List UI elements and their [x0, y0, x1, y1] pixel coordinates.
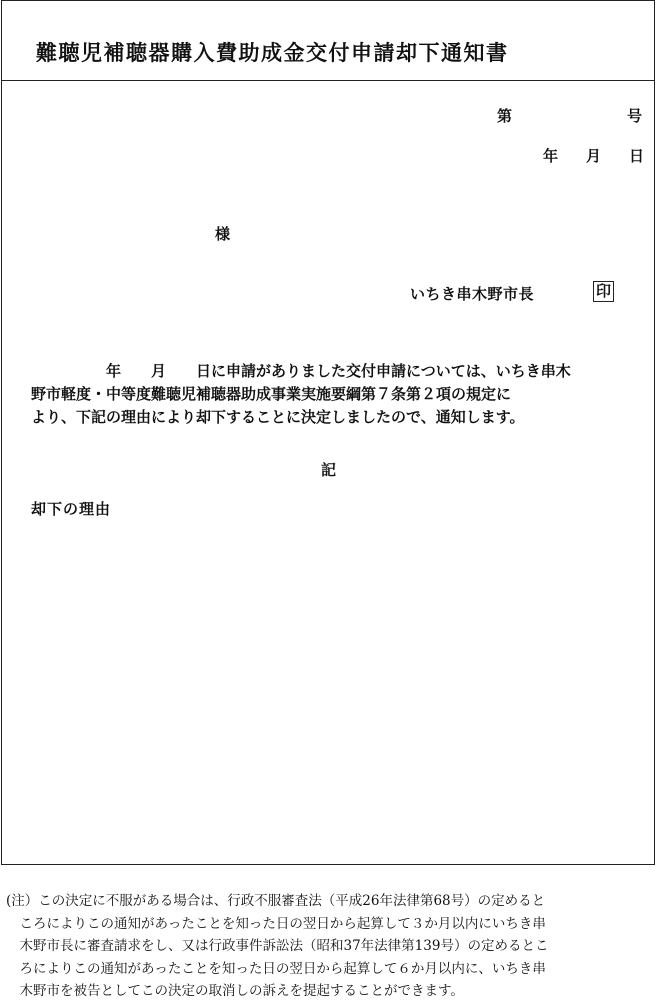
date-day: 日 [629, 147, 645, 165]
date-year: 年 [543, 147, 559, 165]
body-line: 年 月 日に申請がありました交付申請については、いちき串木 [31, 362, 571, 380]
note-line: ころによりこの通知があったことを知った日の翌日から起算して３か月以内にいちき串 [6, 915, 546, 932]
document-title: 難聴児補聴器購入費助成金交付申請却下通知書 [36, 41, 509, 65]
body-line: 野市軽度・中等度難聴児補聴器助成事業実施要綱第７条第２項の規定に [31, 385, 512, 403]
body-line: より、下記の理由により却下することに決定しましたので、通知します。 [31, 408, 525, 426]
date-month: 月 [586, 147, 602, 165]
note-line: (注）この決定に不服がある場合は、行政不服審査法（平成26年法律第68号）の定めると [6, 893, 546, 909]
title-bar [2, 1, 654, 81]
notice-body [31, 360, 631, 429]
form-frame [1, 0, 655, 865]
reason-label: 却下の理由 [31, 500, 112, 518]
number-suffix: 号 [627, 107, 643, 125]
legal-note [6, 890, 664, 1003]
addressee-suffix: 様 [215, 225, 231, 243]
note-line: ろによりこの通知があったことを知った日の翌日から起算して６か月以内に、いちき串 [6, 960, 546, 977]
note-line: 木野市を被告としてこの決定の取消しの訴えを提起することができます。 [6, 983, 464, 999]
seal-mark: 印 [593, 281, 614, 302]
note-line: 木野市長に審査請求をし、又は行政事件訴訟法（昭和37年法律第139号）の定めるとこ [6, 938, 549, 954]
issuer-name: いちき串木野市長 [410, 285, 535, 303]
number-prefix: 第 [497, 107, 513, 125]
ki-heading: 記 [321, 461, 337, 479]
